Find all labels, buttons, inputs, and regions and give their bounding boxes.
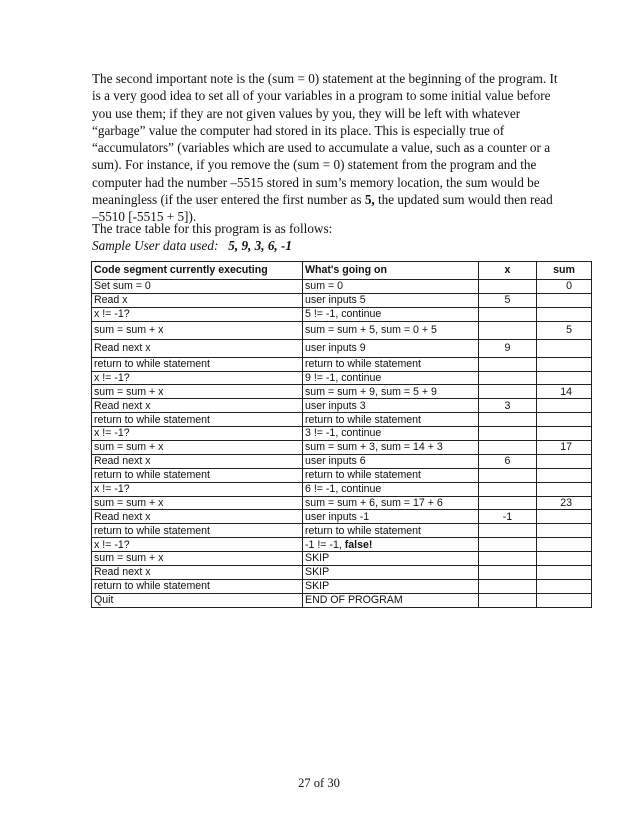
code-segment-cell: return to while statement	[92, 579, 303, 593]
sum-value-cell	[537, 552, 592, 566]
sum-value-cell: 17	[537, 441, 592, 455]
table-row	[92, 339, 592, 357]
table-row	[92, 293, 592, 307]
description-cell: SKIP	[303, 579, 479, 593]
table-row	[92, 413, 592, 427]
x-value-cell	[479, 371, 537, 385]
sum-value-cell	[537, 427, 592, 441]
x-value-cell	[479, 280, 537, 294]
description-cell: END OF PROGRAM	[303, 593, 479, 607]
x-value-cell: 6	[479, 454, 537, 468]
table-row	[92, 510, 592, 524]
sum-value-cell	[537, 413, 592, 427]
sum-value-cell	[537, 454, 592, 468]
x-value-cell	[479, 579, 537, 593]
x-value-cell: 9	[479, 339, 537, 357]
sample-data-line	[92, 237, 544, 254]
sum-value-cell	[537, 510, 592, 524]
x-value-cell	[479, 427, 537, 441]
x-value-cell: 3	[479, 399, 537, 413]
description-cell: user inputs 3	[303, 399, 479, 413]
paragraph-line	[92, 191, 553, 208]
table-row	[92, 371, 592, 385]
trace-table-body	[92, 280, 592, 608]
sum-value-cell	[537, 482, 592, 496]
description-bold-text: false!	[344, 538, 373, 551]
description-cell: 3 != -1, continue	[303, 427, 479, 441]
code-segment-cell: Read next x	[92, 399, 303, 413]
table-row	[92, 566, 592, 580]
sum-value-cell: 5	[537, 321, 592, 339]
description-cell: return to while statement	[303, 524, 479, 538]
code-segment-cell: x != -1?	[92, 482, 303, 496]
description-cell: sum = sum + 5, sum = 0 + 5	[303, 321, 479, 339]
code-segment-cell: x != -1?	[92, 371, 303, 385]
description-cell: return to while statement	[303, 357, 479, 371]
description-text: -1 != -1,	[305, 538, 345, 551]
description-cell: sum = 0	[303, 280, 479, 294]
table-row	[92, 357, 592, 371]
x-value-cell: 5	[479, 293, 537, 307]
x-value-cell	[479, 413, 537, 427]
table-row	[92, 593, 592, 607]
header-sum: sum	[537, 262, 592, 280]
sample-data-values: 5, 9, 3, 6, -1	[228, 238, 293, 253]
x-value-cell	[479, 566, 537, 580]
description-cell: sum = sum + 9, sum = 5 + 9	[303, 385, 479, 399]
description-cell: sum = sum + 6, sum = 17 + 6	[303, 496, 479, 510]
sum-value-cell	[537, 538, 592, 552]
code-segment-cell: sum = sum + x	[92, 496, 303, 510]
paragraph-line: “garbage” value the computer had stored in its place. This is especially true of	[92, 122, 505, 138]
table-row	[92, 307, 592, 321]
table-row	[92, 441, 592, 455]
description-cell: return to while statement	[303, 468, 479, 482]
sum-value-cell: 23	[537, 496, 592, 510]
description-cell: SKIP	[303, 552, 479, 566]
sum-value-cell: 0	[537, 280, 592, 294]
table-row	[92, 454, 592, 468]
code-segment-cell: return to while statement	[92, 413, 303, 427]
page-number: 27 of 30	[298, 776, 340, 790]
paragraph-bold-text: 5,	[364, 192, 375, 208]
description-cell: user inputs 6	[303, 454, 479, 468]
description-cell	[303, 538, 479, 552]
table-row	[92, 552, 592, 566]
sum-value-cell	[537, 357, 592, 371]
paragraph-line: computer had the number –5515 stored in sum’s memory location, the sum would be	[92, 174, 540, 190]
x-value-cell	[479, 524, 537, 538]
description-cell: sum = sum + 3, sum = 14 + 3	[303, 441, 479, 455]
x-value-cell	[479, 307, 537, 321]
x-value-cell	[479, 496, 537, 510]
description-cell: user inputs -1	[303, 510, 479, 524]
table-row	[92, 496, 592, 510]
paragraph-line: The second important note is the (sum = 0) statement at the beginning of the program. It	[92, 71, 558, 86]
trace-intro	[92, 220, 544, 254]
table-row	[92, 321, 592, 339]
table-row	[92, 280, 592, 294]
description-cell: 5 != -1, continue	[303, 307, 479, 321]
code-segment-cell: Quit	[92, 593, 303, 607]
sum-value-cell	[537, 399, 592, 413]
code-segment-cell: Read next x	[92, 510, 303, 524]
code-segment-cell: sum = sum + x	[92, 321, 303, 339]
x-value-cell	[479, 552, 537, 566]
code-segment-cell: return to while statement	[92, 524, 303, 538]
x-value-cell	[479, 468, 537, 482]
table-row	[92, 579, 592, 593]
paragraph-line: is a very good idea to set all of your variables in a program to some initial value before	[92, 88, 551, 104]
code-segment-cell: sum = sum + x	[92, 385, 303, 399]
description-cell: 9 != -1, continue	[303, 371, 479, 385]
sample-data-label: Sample User data used:	[92, 238, 229, 253]
description-cell: SKIP	[303, 566, 479, 580]
paragraph-line: –5510 [-5515 + 5]).	[92, 209, 197, 225]
description-cell: user inputs 9	[303, 339, 479, 357]
code-segment-cell: sum = sum + x	[92, 552, 303, 566]
table-row	[92, 468, 592, 482]
code-segment-cell: sum = sum + x	[92, 441, 303, 455]
x-value-cell	[479, 357, 537, 371]
description-cell: user inputs 5	[303, 293, 479, 307]
table-row	[92, 482, 592, 496]
code-segment-cell: Set sum = 0	[92, 280, 303, 294]
table-row	[92, 385, 592, 399]
x-value-cell: -1	[479, 510, 537, 524]
sum-value-cell	[537, 339, 592, 357]
x-value-cell	[479, 385, 537, 399]
header-whats-going-on: What's going on	[303, 262, 479, 280]
description-cell: 6 != -1, continue	[303, 482, 479, 496]
table-row	[92, 399, 592, 413]
sum-value-cell	[537, 468, 592, 482]
sum-value-cell	[537, 293, 592, 307]
sum-value-cell: 14	[537, 385, 592, 399]
paragraph-line: sum). For instance, if you remove the (sum = 0) statement from the program and the	[92, 157, 537, 173]
sum-value-cell	[537, 307, 592, 321]
paragraph-line: “accumulators” (variables which are used to accumulate a value, such as a counter or a	[92, 140, 551, 156]
x-value-cell	[479, 593, 537, 607]
trace-table-header-row	[92, 262, 592, 280]
table-row	[92, 524, 592, 538]
code-segment-cell: Read next x	[92, 566, 303, 580]
sum-value-cell	[537, 566, 592, 580]
x-value-cell	[479, 538, 537, 552]
x-value-cell	[479, 441, 537, 455]
header-x: x	[479, 262, 537, 280]
description-cell: return to while statement	[303, 413, 479, 427]
table-row	[92, 427, 592, 441]
trace-table	[91, 261, 592, 608]
sum-value-cell	[537, 593, 592, 607]
code-segment-cell: Read next x	[92, 454, 303, 468]
header-code-segment: Code segment currently executing	[92, 262, 303, 280]
code-segment-cell: Read x	[92, 293, 303, 307]
sum-value-cell	[537, 524, 592, 538]
paragraph-line: you use them; if they are not given values by you, they will be left with whatever	[92, 105, 521, 121]
paragraph-text: meaningless (if the user entered the first number as	[92, 192, 365, 208]
trace-intro-text: The trace table for this program is as follows:	[92, 221, 333, 236]
code-segment-cell: x != -1?	[92, 427, 303, 441]
table-row	[92, 538, 592, 552]
code-segment-cell: Read next x	[92, 339, 303, 357]
sum-value-cell	[537, 579, 592, 593]
paragraph-text: the updated sum would then read	[374, 192, 553, 208]
x-value-cell	[479, 482, 537, 496]
body-paragraph	[92, 70, 558, 226]
code-segment-cell: x != -1?	[92, 538, 303, 552]
sum-value-cell	[537, 371, 592, 385]
x-value-cell	[479, 321, 537, 339]
code-segment-cell: return to while statement	[92, 357, 303, 371]
code-segment-cell: x != -1?	[92, 307, 303, 321]
code-segment-cell: return to while statement	[92, 468, 303, 482]
